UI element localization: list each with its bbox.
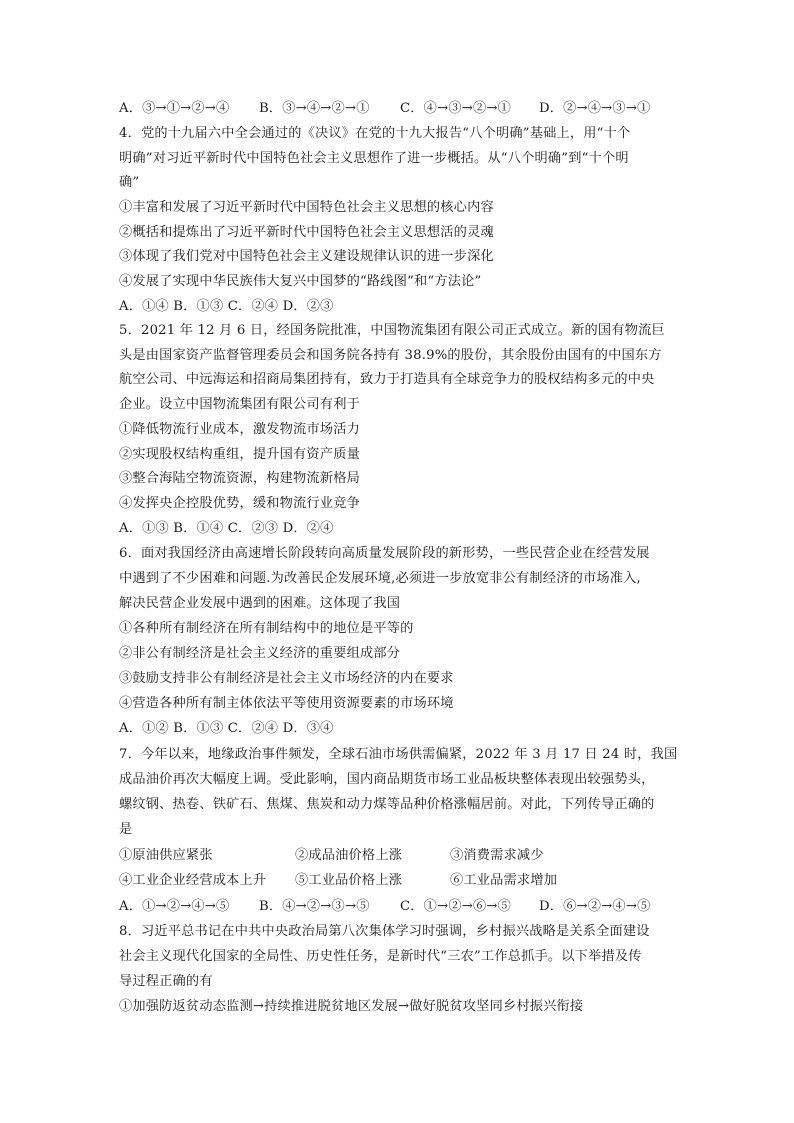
q3-choices [119, 98, 794, 120]
q7-option-5: ⑤工业品价格上涨 [295, 873, 403, 888]
q3-choice-b: B．③→④→②→① [259, 101, 370, 116]
q5-answer-choices: A．①③ B．①④ C．②③ D．②④ [119, 521, 334, 536]
q8-stem-line-1: 8．习近平总书记在中共中央政治局第八次集体学习时强调，乡村振兴战略是关系全面建设 [119, 924, 650, 939]
q7-option-3: ③消费需求减少 [450, 848, 544, 863]
q7-option-4: ④工业企业经营成本上升 [119, 873, 267, 888]
q6-stem-line-1: 6．面对我国经济由高速增长阶段转向高质量发展阶段的新形势，一些民营企业在经营发展 [119, 546, 650, 561]
q7-choices [119, 896, 794, 918]
q5-option-2: ②实现股权结构重组，提升国有资产质量 [119, 447, 360, 462]
q5-option-3: ③整合海陆空物流资源，构建物流新格局 [119, 471, 360, 486]
q7-option-1: ①原油供应紧张 [119, 848, 213, 863]
q7-options-row-1 [119, 845, 794, 867]
q4-option-3: ③体现了我们党对中国特色社会主义建设规律认识的进一步深化 [119, 249, 494, 264]
q5-option-4: ④发挥央企控股优势，缓和物流行业竞争 [119, 496, 360, 511]
q7-stem-line-1: 7．今年以来，地缘政治事件频发，全球石油市场供需偏紧，2022 年 3 月 17 日 24 时，我国 [119, 747, 678, 762]
q3-choice-c: C．④→③→②→① [400, 101, 511, 116]
q6-option-2: ②非公有制经济是社会主义经济的重要组成部分 [119, 646, 401, 661]
q5-option-1: ①降低物流行业成本，激发物流市场活力 [119, 422, 360, 437]
q7-option-6: ⑥工业品需求增加 [450, 873, 558, 888]
q4-option-2: ②概括和提炼出了习近平新时代中国特色社会主义思想活的灵魂 [119, 225, 494, 240]
q5-stem-line-1: 5．2021 年 12 月 6 日，经国务院批准，中国物流集团有限公司正式成立。新的国有物流巨 [119, 323, 665, 338]
q7-stem-line-3: 螺纹钢、热卷、铁矿石、焦煤、焦炭和动力煤等品种价格涨幅居前。对此，下列传导正确的 [119, 797, 655, 812]
q5-stem-line-4: 企业。设立中国物流集团有限公司有利于 [119, 397, 360, 412]
q3-choice-a: A．③→①→②→④ [119, 101, 230, 116]
q7-choice-a: A．①→②→④→⑤ [119, 899, 230, 914]
q7-stem-line-4: 是 [119, 822, 133, 837]
q4-option-4: ④发展了实现中华民族伟大复兴中国梦的“路线图”和“方法论” [119, 274, 482, 289]
q8-option-1: ①加强防返贫动态监测→持续推进脱贫地区发展→做好脱贫攻坚同乡村振兴衔接 [119, 999, 584, 1014]
q4-answer-choices: A．①④ B．①③ C．②④ D．②③ [119, 299, 334, 314]
q6-answer-choices: A．①② B．①③ C．②④ D．③④ [119, 721, 334, 736]
q7-stem-line-2: 成品油价再次大幅度上调。受此影响，国内商品期货市场工业品板块整体表现出较强势头， [119, 772, 655, 787]
q6-option-1: ①各种所有制经济在所有制结构中的地位是平等的 [119, 621, 414, 636]
q5-stem-line-2: 头是由国家资产监督管理委员会和国务院各持有 38.9%的股份，其余股份由国有的中国东方 [119, 348, 662, 363]
q3-choice-d: D．②→④→③→① [539, 101, 651, 116]
q7-choice-d: D．⑥→②→④→⑤ [539, 899, 651, 914]
q4-stem-line-3: 确” [119, 175, 140, 190]
q7-options-row-2 [119, 870, 794, 892]
q4-stem-line-1: 4．党的十九届六中全会通过的《决议》在党的十九大报告“八个明确”基础上，用“十个 [119, 126, 631, 141]
q4-option-1: ①丰富和发展了习近平新时代中国特色社会主义思想的核心内容 [119, 200, 494, 215]
q7-option-2: ②成品油价格上涨 [295, 848, 403, 863]
q6-stem-line-2: 中遇到了不少困难和问题.为改善民企发展环境,必须进一步放宽非公有制经济的市场准入, [119, 571, 641, 586]
q8-stem-line-2: 社会主义现代化国家的全局性、历史性任务，是新时代“三农”工作总抓手。以下举措及传 [119, 949, 642, 964]
q4-stem-line-2: 明确”对习近平新时代中国特色社会主义思想作了进一步概括。从“八个明确”到“十个明 [119, 151, 629, 166]
q6-option-3: ③鼓励支持非公有制经济是社会主义市场经济的内在要求 [119, 671, 454, 686]
q6-stem-line-3: 解决民营企业发展中遇到的困难。这体现了我国 [119, 596, 401, 611]
q8-stem-line-3: 导过程正确的有 [119, 974, 213, 989]
q5-stem-line-3: 航空公司、中远海运和招商局集团持有，致力于打造具有全球竞争力的股权结构多元的中央 [119, 372, 655, 387]
q7-choice-b: B．④→②→③→⑤ [259, 899, 370, 914]
q7-choice-c: C．①→②→⑥→⑤ [400, 899, 511, 914]
q6-option-4: ④营造各种所有制主体依法平等使用资源要素的市场环境 [119, 696, 454, 711]
